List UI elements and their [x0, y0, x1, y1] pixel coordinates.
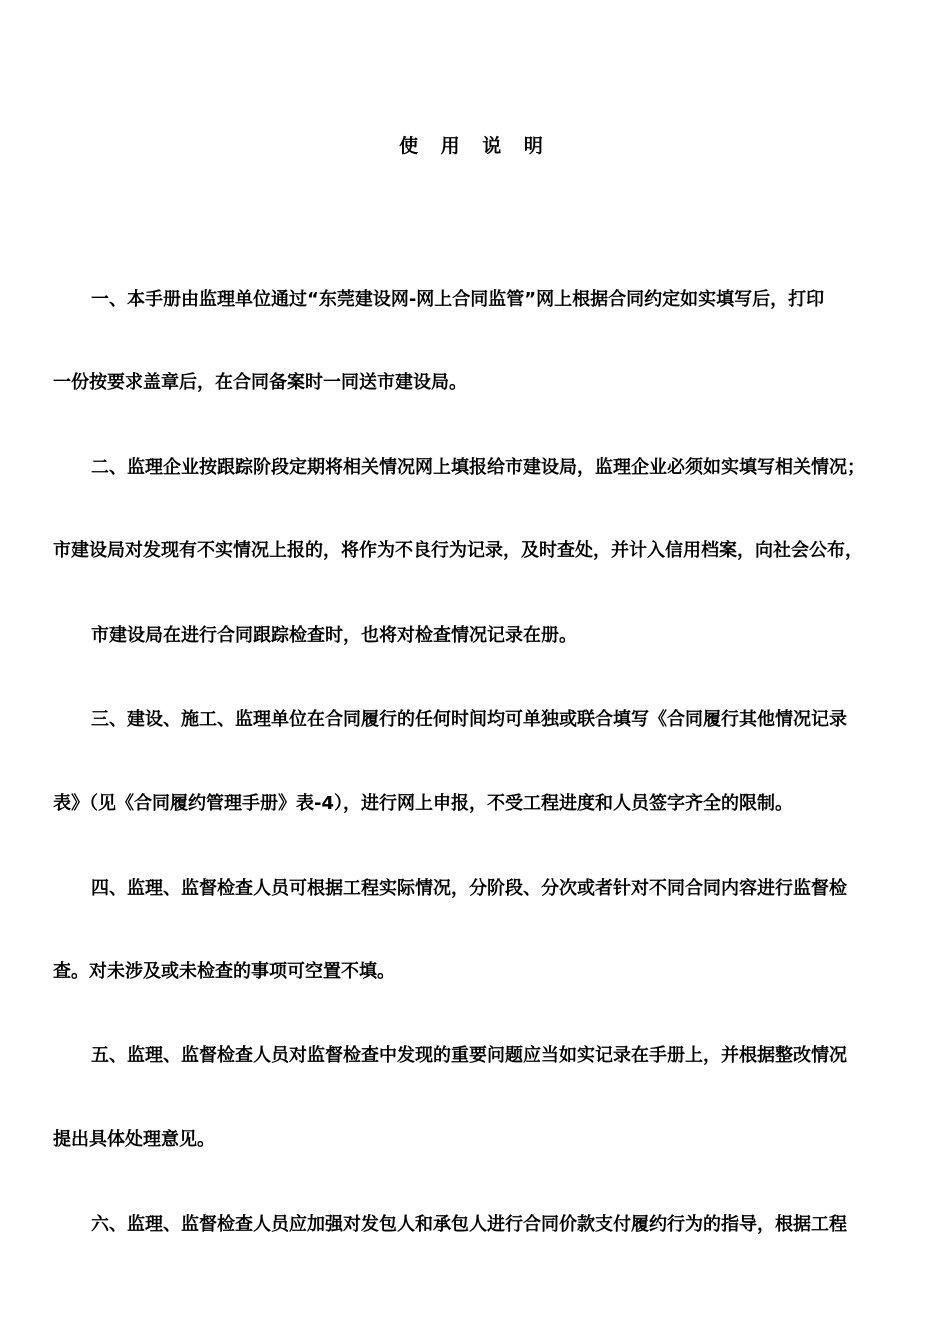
paragraph-line: 查。对未涉及或未检查的事项可空置不填。: [53, 961, 395, 982]
page-title: 使 用 说 明: [399, 135, 551, 157]
paragraph-line: 二、监理企业按跟踪阶段定期将相关情况网上填报给市建设局，监理企业必须如实填写相关情况；: [91, 457, 865, 478]
paragraph-line: 四、监理、监督检查人员可根据工程实际情况，分阶段、分次或者针对不同合同内容进行监督检: [91, 878, 847, 899]
paragraph-line: 三、建设、施工、监理单位在合同履行的任何时间均可单独或联合填写《合同履行其他情况记录: [91, 709, 847, 730]
paragraph-line: 一份按要求盖章后，在合同备案时一同送市建设局。: [53, 372, 467, 393]
paragraph-line: 提出具体处理意见。: [53, 1129, 215, 1150]
paragraph-line: 五、监理、监督检查人员对监督检查中发现的重要问题应当如实记录在手册上，并根据整改情况: [91, 1045, 847, 1066]
paragraph-line: 六、监理、监督检查人员应加强对发包人和承包人进行合同价款支付履约行为的指导，根据工程: [91, 1214, 847, 1235]
paragraph-line: 表》（见《合同履约管理手册》表-4），进行网上申报，不受工程进度和人员签字齐全的限制。: [53, 793, 793, 814]
paragraph-line: 市建设局在进行合同跟踪检查时，也将对检查情况记录在册。: [91, 625, 577, 646]
paragraph-line: 一、本手册由监理单位通过“东莞建设网-网上合同监管”网上根据合同约定如实填写后，打印: [91, 289, 825, 310]
paragraph-line: 市建设局对发现有不实情况上报的，将作为不良行为记录，及时查处，并计入信用档案，向社会公布，: [53, 540, 863, 561]
